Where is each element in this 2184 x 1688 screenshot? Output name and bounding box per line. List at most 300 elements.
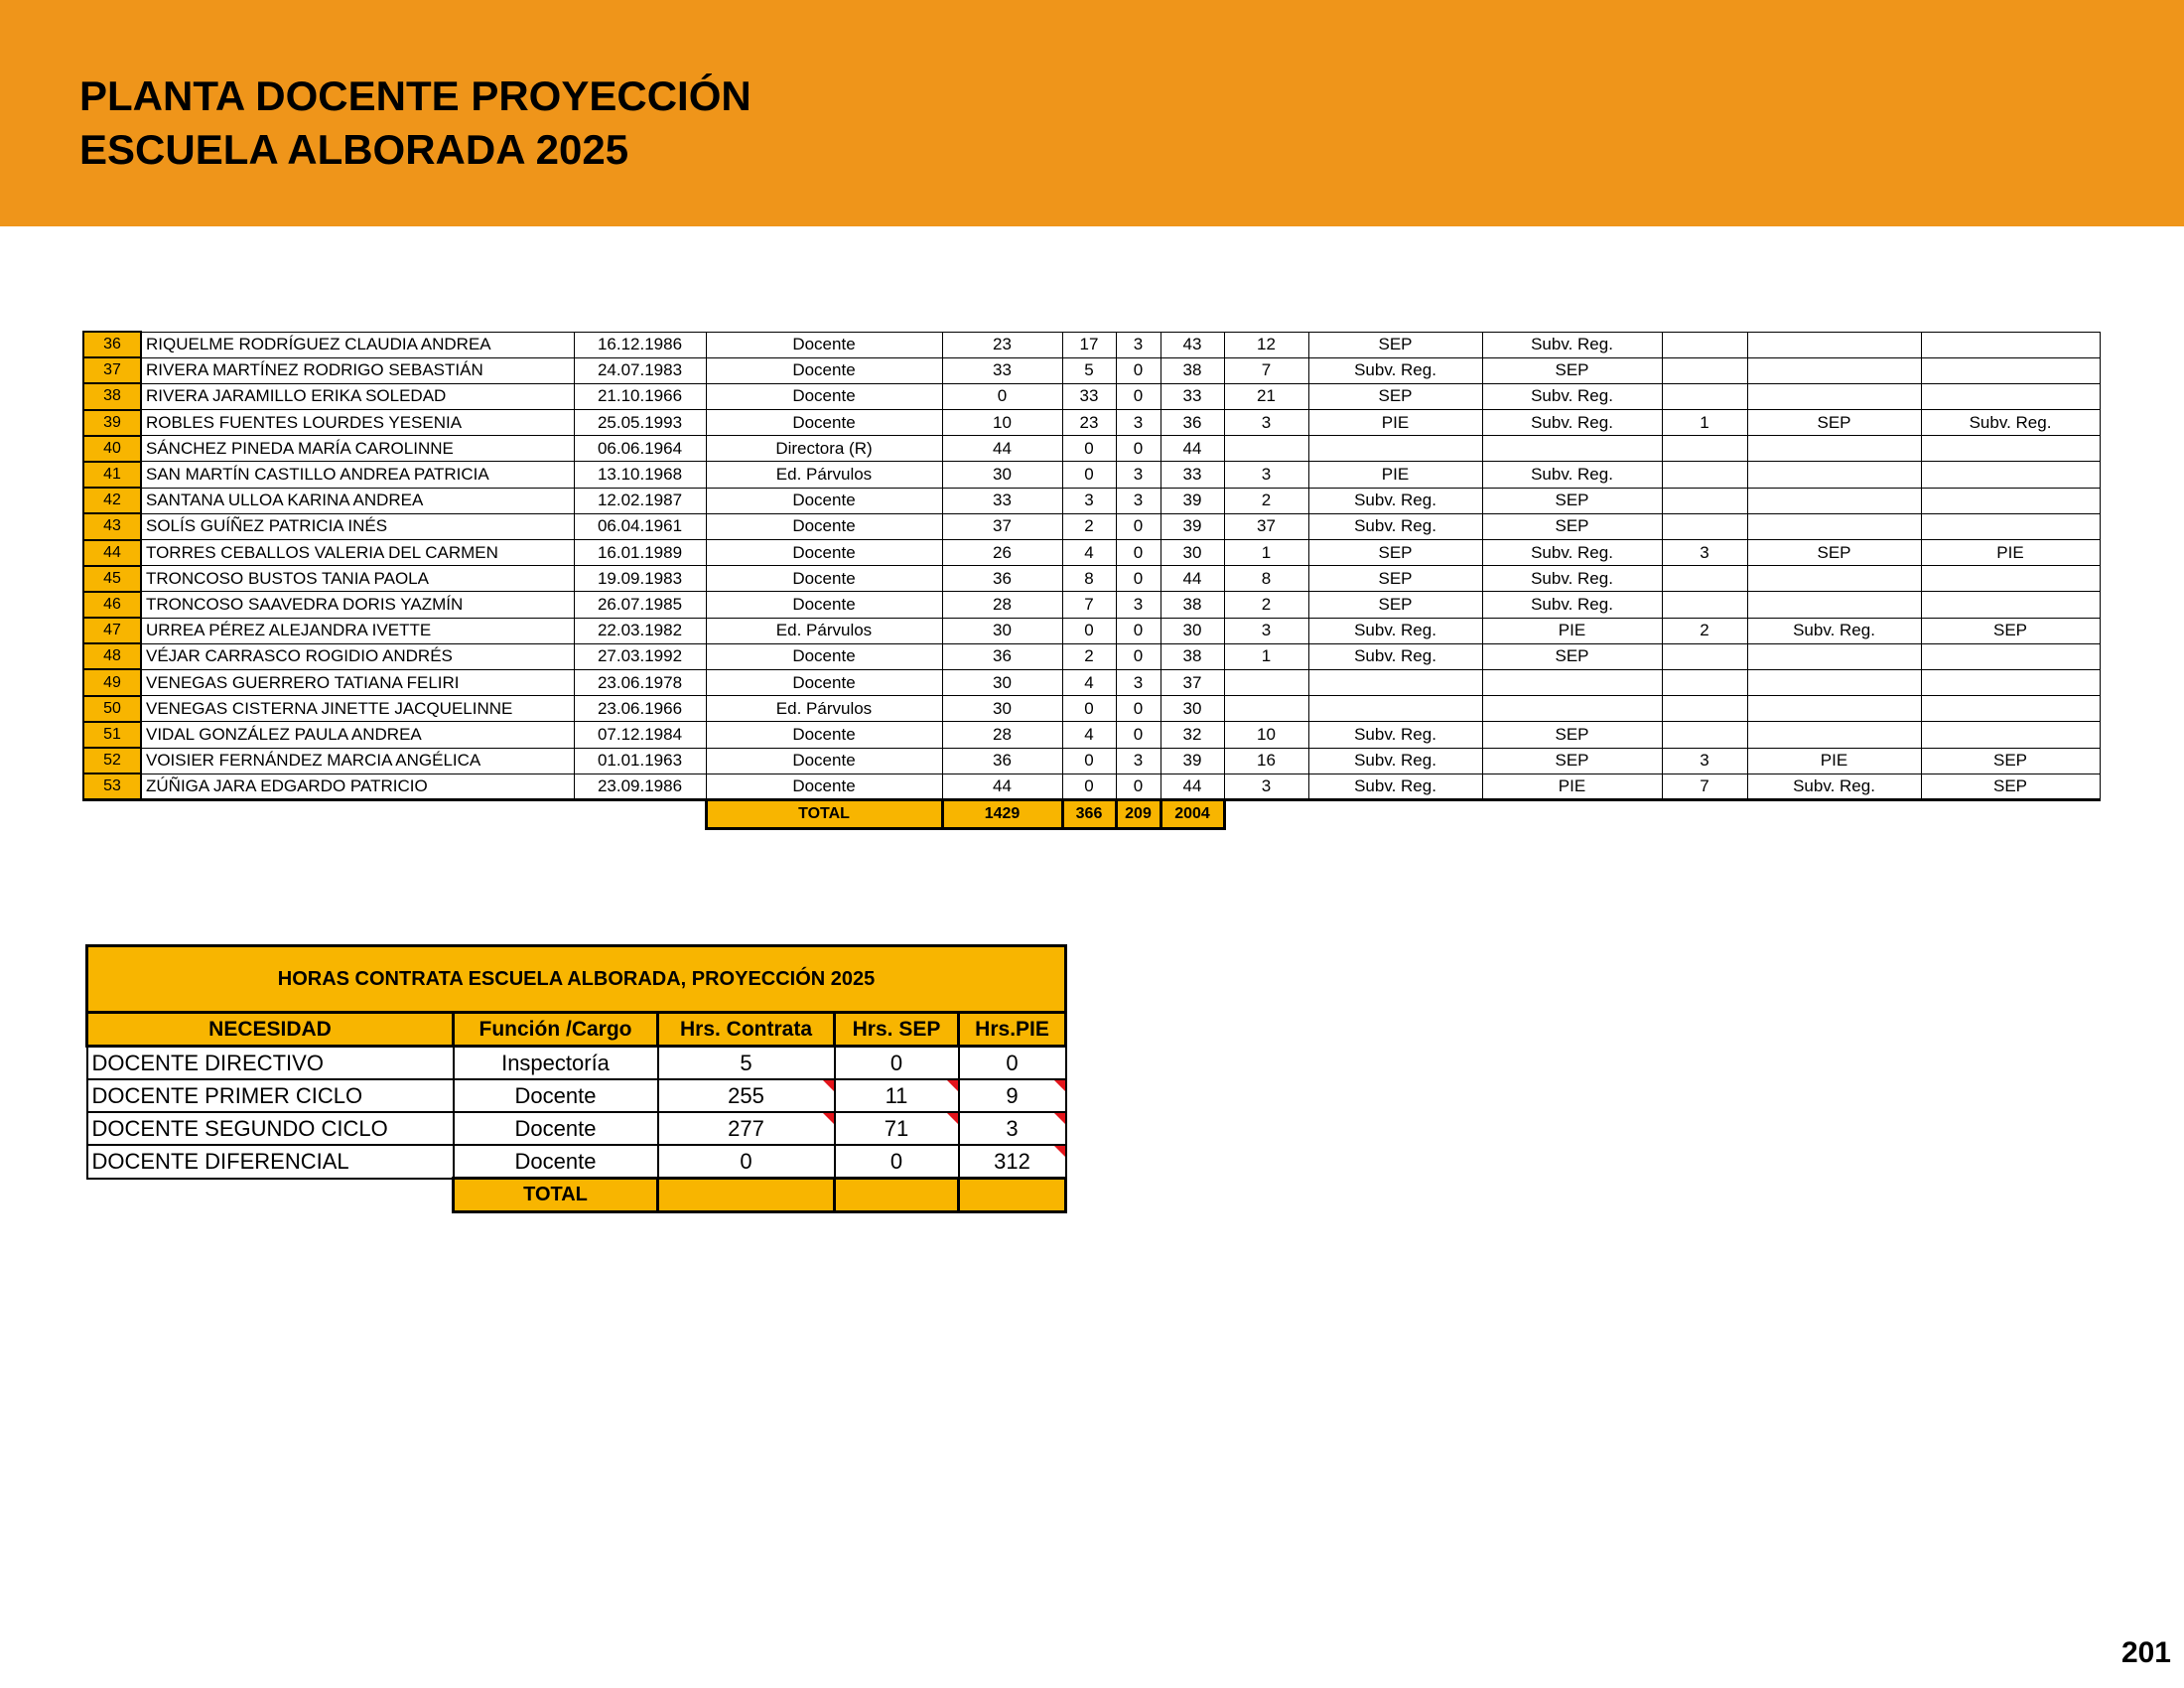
- funding-source-2: [1482, 696, 1662, 722]
- hours-col-3: 0: [1116, 436, 1160, 462]
- extra-hours-1: 2: [1224, 592, 1308, 618]
- table-row: [83, 410, 2100, 436]
- empty-cell: [141, 800, 574, 829]
- funding-source-4: [1921, 513, 2100, 539]
- position: Docente: [706, 592, 942, 618]
- hours-col-2: 0: [1062, 748, 1116, 774]
- hours-col-2: 4: [1062, 669, 1116, 695]
- funding-source-3: SEP: [1747, 540, 1921, 566]
- hrs-contrata-cell: [658, 1079, 835, 1112]
- total-hours-1: 1429: [942, 800, 1062, 829]
- extra-hours-1: 21: [1224, 383, 1308, 409]
- extra-hours-2: [1662, 722, 1747, 748]
- staff-name: RIVERA MARTÍNEZ RODRIGO SEBASTIÁN: [141, 357, 574, 383]
- funding-source-1: [1308, 436, 1482, 462]
- funding-source-3: PIE: [1747, 748, 1921, 774]
- funcion-cell-value: Inspectoría: [501, 1050, 610, 1075]
- hours-col-3: 0: [1116, 696, 1160, 722]
- page-title: [79, 70, 751, 177]
- empty-cell: [1224, 800, 1308, 829]
- extra-hours-1: [1224, 436, 1308, 462]
- hours-total: 43: [1160, 332, 1224, 357]
- total-hours-3: 209: [1116, 800, 1160, 829]
- extra-hours-1: 2: [1224, 488, 1308, 513]
- staff-name: VÉJAR CARRASCO ROGIDIO ANDRÉS: [141, 643, 574, 669]
- row-number: 53: [83, 774, 141, 800]
- funcion-cell-value: Docente: [514, 1082, 597, 1108]
- position: Ed. Párvulos: [706, 618, 942, 643]
- extra-hours-2: [1662, 436, 1747, 462]
- summary-header-row: [87, 1013, 1066, 1047]
- extra-hours-1: 16: [1224, 748, 1308, 774]
- extra-hours-1: 3: [1224, 462, 1308, 488]
- hours-col-2: 4: [1062, 540, 1116, 566]
- funding-source-4: [1921, 669, 2100, 695]
- hours-total: 44: [1160, 566, 1224, 592]
- hours-total: 33: [1160, 462, 1224, 488]
- funding-source-4: [1921, 722, 2100, 748]
- hours-total: 44: [1160, 774, 1224, 800]
- extra-hours-2: [1662, 696, 1747, 722]
- position: Docente: [706, 383, 942, 409]
- funding-source-3: SEP: [1747, 410, 1921, 436]
- staff-table: [82, 331, 2101, 830]
- hrs-contrata-cell: [658, 1047, 835, 1080]
- hrs-contrata-cell-value: 5: [740, 1050, 752, 1075]
- extra-hours-1: 7: [1224, 357, 1308, 383]
- hours-total: 39: [1160, 513, 1224, 539]
- hrs-sep-cell-value: 0: [889, 1148, 903, 1174]
- staff-name: SAN MARTÍN CASTILLO ANDREA PATRICIA: [141, 462, 574, 488]
- hours-col-2: 0: [1062, 436, 1116, 462]
- hrs-sep-cell-value: 71: [884, 1115, 909, 1141]
- hrs-contrata-cell-value: 0: [740, 1148, 752, 1174]
- extra-hours-1: 1: [1224, 540, 1308, 566]
- funding-source-3: Subv. Reg.: [1747, 618, 1921, 643]
- comment-flag-icon[interactable]: [1054, 1113, 1065, 1124]
- funcion-cell: [454, 1112, 658, 1145]
- funding-source-1: [1308, 696, 1482, 722]
- funding-source-2: Subv. Reg.: [1482, 566, 1662, 592]
- funding-source-4: [1921, 566, 2100, 592]
- staff-name: SÁNCHEZ PINEDA MARÍA CAROLINNE: [141, 436, 574, 462]
- row-number: 36: [83, 332, 141, 357]
- funding-source-4: SEP: [1921, 618, 2100, 643]
- row-number: 46: [83, 592, 141, 618]
- staff-name: VIDAL GONZÁLEZ PAULA ANDREA: [141, 722, 574, 748]
- extra-hours-2: 7: [1662, 774, 1747, 800]
- position: Directora (R): [706, 436, 942, 462]
- funding-source-2: SEP: [1482, 722, 1662, 748]
- hours-col-1: 28: [942, 592, 1062, 618]
- funding-source-1: SEP: [1308, 383, 1482, 409]
- funding-source-4: Subv. Reg.: [1921, 410, 2100, 436]
- hours-col-1: 44: [942, 774, 1062, 800]
- necesidad-cell: [87, 1047, 454, 1080]
- necesidad-cell: [87, 1145, 454, 1179]
- hours-total: 37: [1160, 669, 1224, 695]
- row-number: 50: [83, 696, 141, 722]
- position: Docente: [706, 774, 942, 800]
- summary-total-label: TOTAL: [454, 1179, 658, 1212]
- funding-source-4: PIE: [1921, 540, 2100, 566]
- funding-source-1: Subv. Reg.: [1308, 643, 1482, 669]
- funding-source-3: [1747, 643, 1921, 669]
- hours-total: 38: [1160, 592, 1224, 618]
- necesidad-cell: [87, 1079, 454, 1112]
- hours-total: 32: [1160, 722, 1224, 748]
- hrs-pie-cell: [959, 1047, 1066, 1080]
- position: Docente: [706, 332, 942, 357]
- funding-source-3: [1747, 566, 1921, 592]
- funding-source-1: Subv. Reg.: [1308, 357, 1482, 383]
- hours-total: 44: [1160, 436, 1224, 462]
- funding-source-1: Subv. Reg.: [1308, 748, 1482, 774]
- hrs-pie-cell-value: 0: [1006, 1050, 1019, 1075]
- staff-name: RIVERA JARAMILLO ERIKA SOLEDAD: [141, 383, 574, 409]
- row-number: 41: [83, 462, 141, 488]
- empty-cell: [1482, 800, 1662, 829]
- funding-source-1: PIE: [1308, 462, 1482, 488]
- funding-source-4: SEP: [1921, 774, 2100, 800]
- funding-source-4: [1921, 436, 2100, 462]
- funding-source-4: [1921, 696, 2100, 722]
- hours-col-3: 0: [1116, 618, 1160, 643]
- table-row: [83, 540, 2100, 566]
- funding-source-2: Subv. Reg.: [1482, 462, 1662, 488]
- row-number: 44: [83, 540, 141, 566]
- summary-table-body: [87, 946, 1066, 1212]
- comment-flag-icon[interactable]: [1054, 1080, 1065, 1091]
- extra-hours-2: [1662, 669, 1747, 695]
- staff-name: SOLÍS GUÍÑEZ PATRICIA INÉS: [141, 513, 574, 539]
- row-number: 43: [83, 513, 141, 539]
- hours-col-1: 36: [942, 566, 1062, 592]
- total-row: [83, 800, 2100, 829]
- hours-col-2: 17: [1062, 332, 1116, 357]
- hours-col-2: 3: [1062, 488, 1116, 513]
- extra-hours-2: [1662, 462, 1747, 488]
- hours-col-1: 30: [942, 618, 1062, 643]
- funding-source-1: Subv. Reg.: [1308, 488, 1482, 513]
- funding-source-2: SEP: [1482, 748, 1662, 774]
- summary-total-value: [959, 1179, 1066, 1212]
- header-banner: [0, 0, 2184, 226]
- hours-col-3: 0: [1116, 540, 1160, 566]
- row-number: 42: [83, 488, 141, 513]
- hours-col-1: 10: [942, 410, 1062, 436]
- hours-col-3: 0: [1116, 722, 1160, 748]
- funding-source-2: Subv. Reg.: [1482, 332, 1662, 357]
- hours-col-1: 37: [942, 513, 1062, 539]
- hours-col-3: 3: [1116, 410, 1160, 436]
- position: Docente: [706, 722, 942, 748]
- row-number: 52: [83, 748, 141, 774]
- extra-hours-2: [1662, 592, 1747, 618]
- position: Docente: [706, 540, 942, 566]
- summary-row: [87, 1112, 1066, 1145]
- header-necesidad: NECESIDAD: [87, 1013, 454, 1047]
- funding-source-4: [1921, 488, 2100, 513]
- row-number: 45: [83, 566, 141, 592]
- staff-name: VENEGAS GUERRERO TATIANA FELIRI: [141, 669, 574, 695]
- hours-col-3: 3: [1116, 669, 1160, 695]
- table-row: [83, 357, 2100, 383]
- comment-flag-icon[interactable]: [1054, 1146, 1065, 1157]
- empty-cell: [1662, 800, 1747, 829]
- extra-hours-2: 3: [1662, 540, 1747, 566]
- funding-source-2: Subv. Reg.: [1482, 592, 1662, 618]
- staff-name: ZÚÑIGA JARA EDGARDO PATRICIO: [141, 774, 574, 800]
- page-number: 201: [2120, 1636, 2171, 1669]
- birth-date: 23.06.1966: [574, 696, 706, 722]
- hours-col-2: 23: [1062, 410, 1116, 436]
- hrs-contrata-cell: [658, 1112, 835, 1145]
- hours-col-1: 36: [942, 643, 1062, 669]
- hours-col-1: 28: [942, 722, 1062, 748]
- funding-source-3: [1747, 592, 1921, 618]
- hours-total: 39: [1160, 488, 1224, 513]
- empty-cell: [1921, 800, 2100, 829]
- birth-date: 23.09.1986: [574, 774, 706, 800]
- position: Docente: [706, 748, 942, 774]
- hours-col-1: 23: [942, 332, 1062, 357]
- funding-source-1: SEP: [1308, 566, 1482, 592]
- staff-name: VOISIER FERNÁNDEZ MARCIA ANGÉLICA: [141, 748, 574, 774]
- position: Docente: [706, 357, 942, 383]
- position: Docente: [706, 643, 942, 669]
- row-number: 49: [83, 669, 141, 695]
- hours-col-1: 30: [942, 462, 1062, 488]
- staff-name: ROBLES FUENTES LOURDES YESENIA: [141, 410, 574, 436]
- hrs-contrata-cell: [658, 1145, 835, 1179]
- funcion-cell: [454, 1047, 658, 1080]
- extra-hours-2: [1662, 643, 1747, 669]
- hours-col-2: 7: [1062, 592, 1116, 618]
- header-hrs-contrata: Hrs. Contrata: [658, 1013, 835, 1047]
- extra-hours-1: [1224, 696, 1308, 722]
- title-line-2: ESCUELA ALBORADA 2025: [79, 126, 629, 173]
- hrs-sep-cell-value: 0: [889, 1050, 903, 1075]
- comment-flag-icon[interactable]: [947, 1113, 958, 1124]
- hrs-pie-cell: [959, 1112, 1066, 1145]
- table-row: [83, 488, 2100, 513]
- hours-total: 38: [1160, 643, 1224, 669]
- funding-source-4: [1921, 357, 2100, 383]
- total-label: TOTAL: [706, 800, 942, 829]
- total-hours-2: 366: [1062, 800, 1116, 829]
- birth-date: 16.12.1986: [574, 332, 706, 357]
- birth-date: 07.12.1984: [574, 722, 706, 748]
- header-hrs-pie: Hrs.PIE: [959, 1013, 1066, 1047]
- summary-row: [87, 1079, 1066, 1112]
- extra-hours-1: 3: [1224, 410, 1308, 436]
- funding-source-1: Subv. Reg.: [1308, 513, 1482, 539]
- funding-source-2: SEP: [1482, 357, 1662, 383]
- necesidad-cell-value: DOCENTE DIFERENCIAL: [91, 1148, 349, 1174]
- hours-col-2: 8: [1062, 566, 1116, 592]
- funding-source-1: Subv. Reg.: [1308, 722, 1482, 748]
- table-row: [83, 592, 2100, 618]
- birth-date: 16.01.1989: [574, 540, 706, 566]
- hours-col-1: 44: [942, 436, 1062, 462]
- funding-source-3: [1747, 383, 1921, 409]
- hours-col-3: 0: [1116, 383, 1160, 409]
- funding-source-4: [1921, 383, 2100, 409]
- funcion-cell-value: Docente: [514, 1148, 597, 1174]
- row-number: 37: [83, 357, 141, 383]
- funding-source-2: SEP: [1482, 513, 1662, 539]
- funding-source-2: Subv. Reg.: [1482, 383, 1662, 409]
- row-number: 51: [83, 722, 141, 748]
- comment-flag-icon[interactable]: [947, 1080, 958, 1091]
- hrs-pie-cell-value: 3: [1006, 1115, 1019, 1141]
- extra-hours-2: 2: [1662, 618, 1747, 643]
- funding-source-2: Subv. Reg.: [1482, 540, 1662, 566]
- funding-source-2: SEP: [1482, 488, 1662, 513]
- extra-hours-2: [1662, 566, 1747, 592]
- hours-col-1: 30: [942, 696, 1062, 722]
- table-row: [83, 618, 2100, 643]
- table-row: [83, 332, 2100, 357]
- extra-hours-2: [1662, 488, 1747, 513]
- hours-total: 30: [1160, 696, 1224, 722]
- hours-col-3: 3: [1116, 592, 1160, 618]
- hours-col-1: 36: [942, 748, 1062, 774]
- funding-source-3: [1747, 513, 1921, 539]
- birth-date: 19.09.1983: [574, 566, 706, 592]
- staff-name: TRONCOSO SAAVEDRA DORIS YAZMÍN: [141, 592, 574, 618]
- total-hours-sum: 2004: [1160, 800, 1224, 829]
- summary-total-row: [87, 1179, 1066, 1212]
- hours-col-2: 4: [1062, 722, 1116, 748]
- comment-flag-icon[interactable]: [823, 1113, 834, 1124]
- empty-cell: [574, 800, 706, 829]
- staff-name: URREA PÉREZ ALEJANDRA IVETTE: [141, 618, 574, 643]
- hours-total: 30: [1160, 618, 1224, 643]
- summary-row: [87, 1145, 1066, 1179]
- hours-col-2: 33: [1062, 383, 1116, 409]
- row-number: 38: [83, 383, 141, 409]
- birth-date: 21.10.1966: [574, 383, 706, 409]
- row-number: 48: [83, 643, 141, 669]
- funding-source-3: [1747, 436, 1921, 462]
- empty-cell: [1747, 800, 1921, 829]
- funding-source-4: [1921, 332, 2100, 357]
- empty-cell: [87, 1179, 454, 1212]
- position: Docente: [706, 566, 942, 592]
- hours-col-1: 30: [942, 669, 1062, 695]
- birth-date: 27.03.1992: [574, 643, 706, 669]
- position: Ed. Párvulos: [706, 696, 942, 722]
- extra-hours-1: 3: [1224, 618, 1308, 643]
- comment-flag-icon[interactable]: [823, 1080, 834, 1091]
- necesidad-cell: [87, 1112, 454, 1145]
- position: Docente: [706, 669, 942, 695]
- funding-source-1: [1308, 669, 1482, 695]
- extra-hours-2: [1662, 357, 1747, 383]
- hrs-sep-cell: [835, 1079, 959, 1112]
- necesidad-cell-value: DOCENTE SEGUNDO CICLO: [91, 1115, 388, 1141]
- funding-source-2: SEP: [1482, 643, 1662, 669]
- extra-hours-1: 8: [1224, 566, 1308, 592]
- funding-source-3: Subv. Reg.: [1747, 774, 1921, 800]
- hours-col-3: 0: [1116, 566, 1160, 592]
- extra-hours-1: 37: [1224, 513, 1308, 539]
- hrs-pie-cell: [959, 1079, 1066, 1112]
- hours-col-1: 0: [942, 383, 1062, 409]
- hrs-sep-cell: [835, 1112, 959, 1145]
- funding-source-4: SEP: [1921, 748, 2100, 774]
- hrs-pie-cell-value: 312: [994, 1148, 1030, 1174]
- necesidad-cell-value: DOCENTE PRIMER CICLO: [91, 1082, 363, 1108]
- birth-date: 25.05.1993: [574, 410, 706, 436]
- extra-hours-1: 10: [1224, 722, 1308, 748]
- table-row: [83, 722, 2100, 748]
- funding-source-2: [1482, 669, 1662, 695]
- position: Docente: [706, 488, 942, 513]
- hours-col-2: 0: [1062, 774, 1116, 800]
- funding-source-1: SEP: [1308, 332, 1482, 357]
- staff-name: TRONCOSO BUSTOS TANIA PAOLA: [141, 566, 574, 592]
- table-row: [83, 566, 2100, 592]
- staff-table-body: [83, 332, 2100, 829]
- hrs-pie-cell: [959, 1145, 1066, 1179]
- birth-date: 06.06.1964: [574, 436, 706, 462]
- hours-col-3: 0: [1116, 643, 1160, 669]
- extra-hours-1: 1: [1224, 643, 1308, 669]
- hrs-sep-cell: [835, 1047, 959, 1080]
- position: Docente: [706, 410, 942, 436]
- funding-source-3: [1747, 462, 1921, 488]
- hrs-sep-cell: [835, 1145, 959, 1179]
- funding-source-3: [1747, 669, 1921, 695]
- funding-source-3: [1747, 488, 1921, 513]
- hrs-contrata-cell-value: 255: [728, 1082, 764, 1108]
- staff-name: VENEGAS CISTERNA JINETTE JACQUELINNE: [141, 696, 574, 722]
- hours-total: 38: [1160, 357, 1224, 383]
- funding-source-4: [1921, 643, 2100, 669]
- table-row: [83, 669, 2100, 695]
- hours-col-2: 5: [1062, 357, 1116, 383]
- header-hrs-sep: Hrs. SEP: [835, 1013, 959, 1047]
- extra-hours-2: [1662, 513, 1747, 539]
- extra-hours-1: 3: [1224, 774, 1308, 800]
- header-funcion-cargo: Función /Cargo: [454, 1013, 658, 1047]
- extra-hours-2: [1662, 332, 1747, 357]
- funding-source-2: Subv. Reg.: [1482, 410, 1662, 436]
- table-row: [83, 696, 2100, 722]
- hrs-sep-cell-value: 11: [885, 1082, 908, 1108]
- funding-source-3: [1747, 696, 1921, 722]
- birth-date: 22.03.1982: [574, 618, 706, 643]
- hours-col-3: 3: [1116, 488, 1160, 513]
- position: Ed. Párvulos: [706, 462, 942, 488]
- table-row: [83, 436, 2100, 462]
- table-row: [83, 748, 2100, 774]
- extra-hours-2: [1662, 383, 1747, 409]
- hours-col-3: 0: [1116, 513, 1160, 539]
- staff-name: SANTANA ULLOA KARINA ANDREA: [141, 488, 574, 513]
- hours-total: 36: [1160, 410, 1224, 436]
- birth-date: 26.07.1985: [574, 592, 706, 618]
- funding-source-3: [1747, 332, 1921, 357]
- summary-total-value: [835, 1179, 959, 1212]
- table-row: [83, 643, 2100, 669]
- table-row: [83, 383, 2100, 409]
- funding-source-1: SEP: [1308, 592, 1482, 618]
- funding-source-1: Subv. Reg.: [1308, 774, 1482, 800]
